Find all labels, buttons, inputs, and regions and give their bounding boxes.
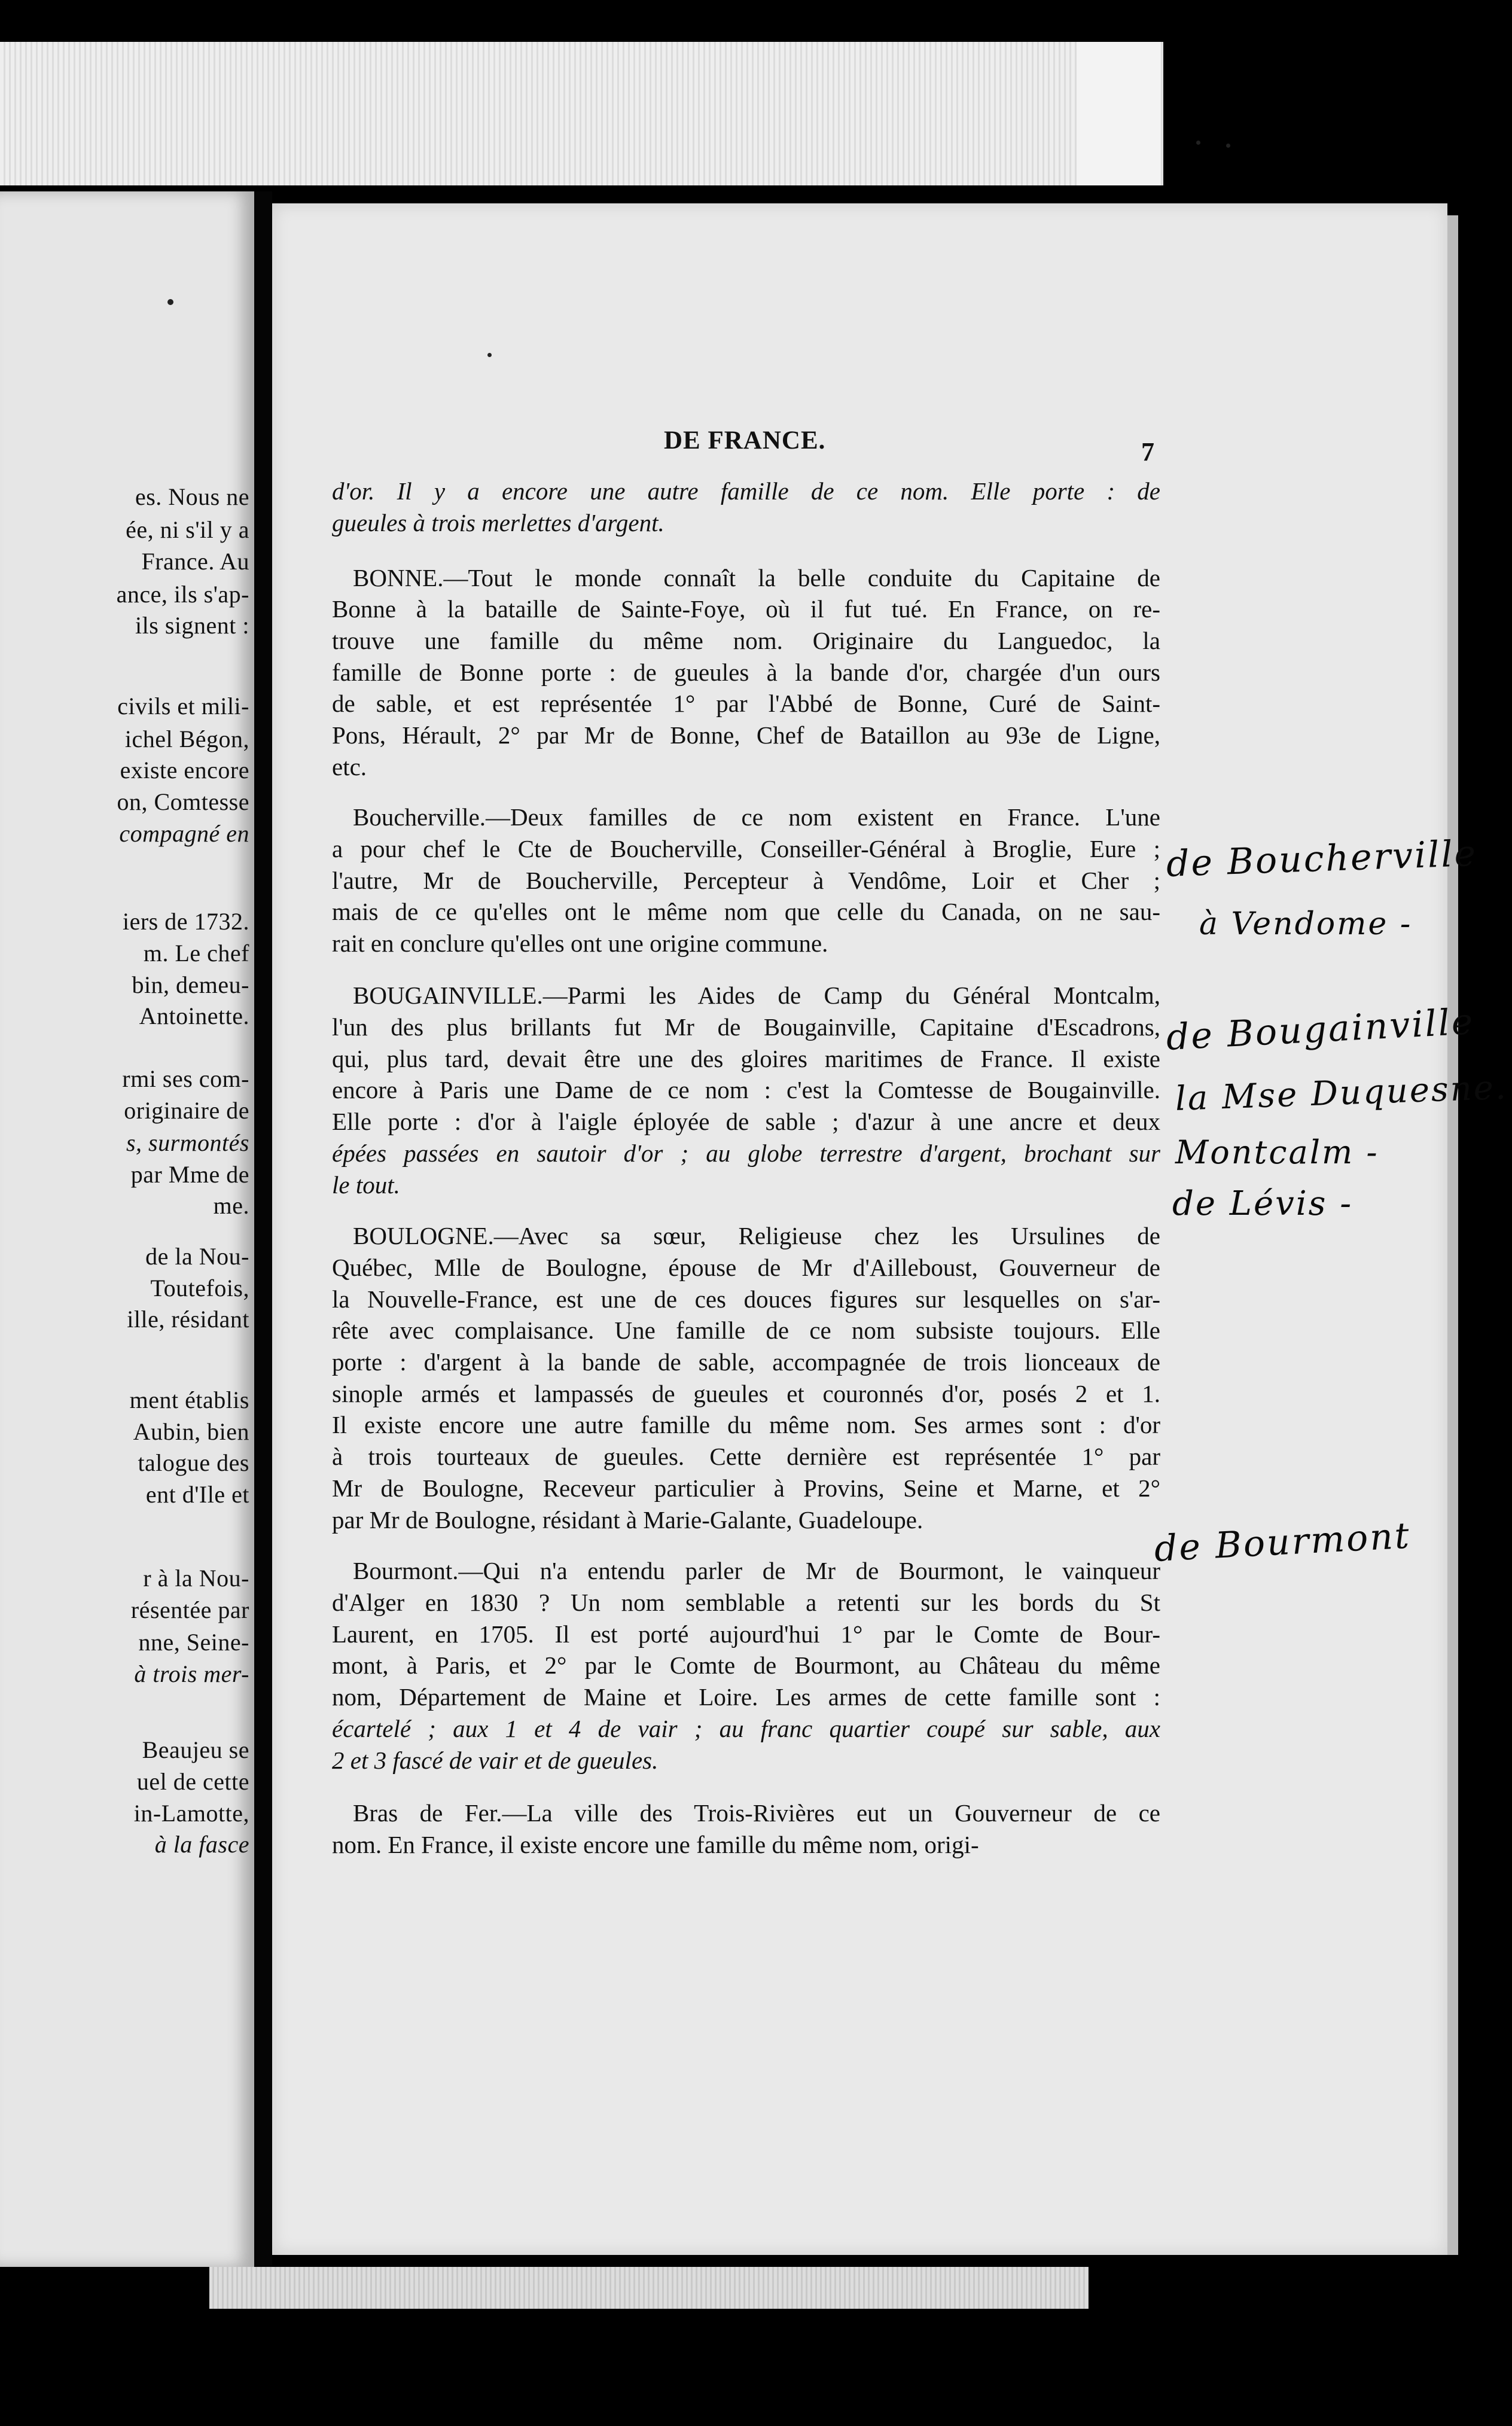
body-text-line: Laurent, en 1705. Il est porté aujourd'hui 1° par le Comte de Bour- — [332, 1620, 1160, 1648]
body-text-line: 2 et 3 fascé de vair et de gueules. — [332, 1747, 659, 1774]
left-page-text-line: talogue des — [138, 1449, 249, 1476]
left-page-text-line: on, Comtesse — [117, 788, 249, 815]
body-text-line: nom, Département de Maine et Loire. Les armes de cette famille sont : — [332, 1683, 1160, 1711]
body-text-line: Bras de Fer.—La ville des Trois-Rivières eut un Gouverneur de ce — [353, 1799, 1160, 1827]
body-text-line: par Mr de Boulogne, résidant à Marie-Galante, Guadeloupe. — [332, 1506, 923, 1534]
left-page-text-line: r à la Nou- — [143, 1565, 249, 1592]
handwritten-note: de Lévis - — [1172, 1184, 1354, 1223]
body-text-line: nom. En France, il existe encore une famille du même nom, origi- — [332, 1831, 979, 1858]
left-page-text-line: par Mme de — [130, 1161, 249, 1188]
handwritten-note: la Mse Duquesne. — [1174, 1068, 1508, 1118]
left-page-text-line: à la fasce — [154, 1831, 249, 1858]
left-page-text-line: ment établis — [129, 1386, 249, 1413]
body-text-line: le tout. — [332, 1171, 400, 1199]
page-number: 7 — [1141, 437, 1154, 467]
left-page-text-line: iers de 1732. — [122, 908, 249, 935]
handwritten-note: Montcalm - — [1175, 1133, 1379, 1171]
book-gutter — [254, 191, 272, 2267]
left-page-text-line: bin, demeu- — [132, 971, 249, 998]
body-text-line: l'un des plus brillants fut Mr de Bougainville, Capitaine d'Escadrons, — [332, 1013, 1160, 1041]
page-edge — [1447, 215, 1458, 2255]
body-text-line: BOULOGNE.—Avec sa sœur, Religieuse chez les Ursulines de — [353, 1222, 1160, 1249]
body-text-line: a pour chef le Cte de Boucherville, Conseiller-Général à Broglie, Eure ; — [332, 835, 1160, 862]
body-text-line: épées passées en sautoir d'or ; au globe terrestre d'argent, brochant sur — [332, 1139, 1160, 1167]
left-page-text-line: originaire de — [124, 1097, 249, 1124]
left-page — [0, 191, 254, 2267]
body-text-line: rait en conclure qu'elles ont une origine commune. — [332, 929, 828, 957]
scan-speck — [1226, 144, 1230, 148]
left-page-text-line: compagné en — [119, 820, 249, 847]
body-text-line: d'Alger en 1830 ? Un nom semblable a retenti sur les bords du St — [332, 1589, 1160, 1616]
body-text-line: l'autre, Mr de Boucherville, Percepteur à Vendôme, Loir et Cher ; — [332, 867, 1160, 894]
left-page-text-line: résentée par — [130, 1596, 249, 1623]
left-page-text-line: ils signent : — [135, 612, 249, 639]
left-page-text-line: in-Lamotte, — [133, 1800, 249, 1827]
body-text-line: Bonne à la bataille de Sainte-Foye, où il fut tué. En France, on re- — [332, 595, 1160, 623]
handwritten-note: de Bourmont — [1153, 1514, 1412, 1570]
scan-speck — [487, 353, 492, 357]
body-text-line: etc. — [332, 753, 367, 781]
scanner-backing-card — [0, 42, 1163, 185]
handwritten-note: de Boucherville — [1165, 832, 1479, 885]
left-page-text-line: s, surmontés — [126, 1129, 249, 1156]
scanner-backing-card-edge — [1077, 42, 1160, 185]
left-page-text-line: nne, Seine- — [138, 1629, 249, 1656]
body-text-line: gueules à trois merlettes d'argent. — [332, 509, 664, 537]
body-text-line: BONNE.—Tout le monde connaît la belle conduite du Capitaine de — [353, 564, 1160, 592]
left-page-text-line: France. Au — [141, 548, 249, 575]
left-page-text-line: Toutefois, — [150, 1275, 249, 1302]
left-page-text-line: Beaujeu se — [142, 1736, 249, 1763]
body-text-line: sinople armés et lampassés de gueules et couronnés d'or, posés 2 et 1. — [332, 1380, 1160, 1407]
body-text-line: Mr de Boulogne, Receveur particulier à Provins, Seine et Marne, et 2° — [332, 1474, 1160, 1502]
left-page-text-line: uel de cette — [136, 1768, 249, 1795]
body-text-line: mais de ce qu'elles ont le même nom que celle du Canada, on ne sau- — [332, 898, 1160, 925]
running-header: DE FRANCE. — [664, 426, 826, 455]
handwritten-note: à Vendome - — [1199, 906, 1413, 942]
left-page-text-line: es. Nous ne — [135, 483, 249, 510]
body-text-line: la Nouvelle-France, est une de ces douces figures sur lesquelles on s'ar- — [332, 1285, 1160, 1313]
body-text-line: à trois tourteaux de gueules. Cette dernière est représentée 1° par — [332, 1443, 1160, 1470]
body-text-line: Pons, Hérault, 2° par Mr de Bonne, Chef de Bataillon au 93e de Ligne, — [332, 721, 1160, 749]
scan-speck — [167, 299, 173, 305]
left-page-text-line: civils et mili- — [117, 693, 249, 720]
body-text-line: Québec, Mlle de Boulogne, épouse de Mr d'Ailleboust, Gouverneur de — [332, 1254, 1160, 1281]
left-page-text-line: ichel Bégon, — [124, 726, 249, 752]
left-page-text-line: m. Le chef — [143, 940, 249, 967]
body-text-line: Elle porte : d'or à l'aigle éployée de sable ; d'azur à une ancre et deux — [332, 1108, 1160, 1135]
body-text-line: qui, plus tard, devait être une des gloires maritimes de France. Il existe — [332, 1045, 1160, 1072]
left-page-text-line: Antoinette. — [139, 1002, 249, 1029]
left-page-text-line: ille, résidant — [127, 1306, 249, 1333]
body-text-line: rête avec complaisance. Une famille de ce nom subsiste toujours. Elle — [332, 1316, 1160, 1344]
body-text-line: mont, à Paris, et 2° par le Comte de Bourmont, au Château du même — [332, 1651, 1160, 1679]
left-page-text-line: de la Nou- — [145, 1243, 249, 1270]
left-page-text-line: rmi ses com- — [122, 1065, 249, 1092]
left-page-text-line: ance, ils s'ap- — [116, 581, 249, 608]
left-page-text-line: existe encore — [120, 757, 249, 784]
body-text-line: Il existe encore une autre famille du même nom. Ses armes sont : d'or — [332, 1411, 1160, 1438]
scan-speck — [1196, 141, 1200, 145]
body-text-line: de sable, et est représentée 1° par l'Abbé de Bonne, Curé de Saint- — [332, 690, 1160, 717]
left-page-text-line: à trois mer- — [134, 1660, 249, 1687]
body-text-line: trouve une famille du même nom. Originaire du Languedoc, la — [332, 627, 1160, 654]
body-text-line: porte : d'argent à la bande de sable, accompagnée de trois lionceaux de — [332, 1348, 1160, 1376]
body-text-line: BOUGAINVILLE.—Parmi les Aides de Camp du Général Montcalm, — [353, 982, 1160, 1009]
body-text-line: famille de Bonne porte : de gueules à la bande d'or, chargée d'un ours — [332, 659, 1160, 686]
body-text-line: Boucherville.—Deux familles de ce nom existent en France. L'une — [353, 803, 1160, 831]
left-page-text-line: ent d'Ile et — [145, 1481, 249, 1508]
body-text-line: écartelé ; aux 1 et 4 de vair ; au franc quartier coupé sur sable, aux — [332, 1715, 1160, 1742]
left-page-text-line: Aubin, bien — [133, 1418, 249, 1445]
left-page-text-line: me. — [213, 1192, 249, 1219]
scanner-bottom-strip — [209, 2267, 1089, 2309]
body-text-line: d'or. Il y a encore une autre famille de ce nom. Elle porte : de — [332, 477, 1160, 505]
handwritten-note: de Bougainville — [1165, 1001, 1476, 1059]
left-page-text-line: ée, ni s'il y a — [126, 516, 249, 543]
body-text-line: Bourmont.—Qui n'a entendu parler de Mr de Bourmont, le vainqueur — [353, 1557, 1160, 1584]
body-text-line: encore à Paris une Dame de ce nom : c'est la Comtesse de Bougainville. — [332, 1076, 1160, 1104]
